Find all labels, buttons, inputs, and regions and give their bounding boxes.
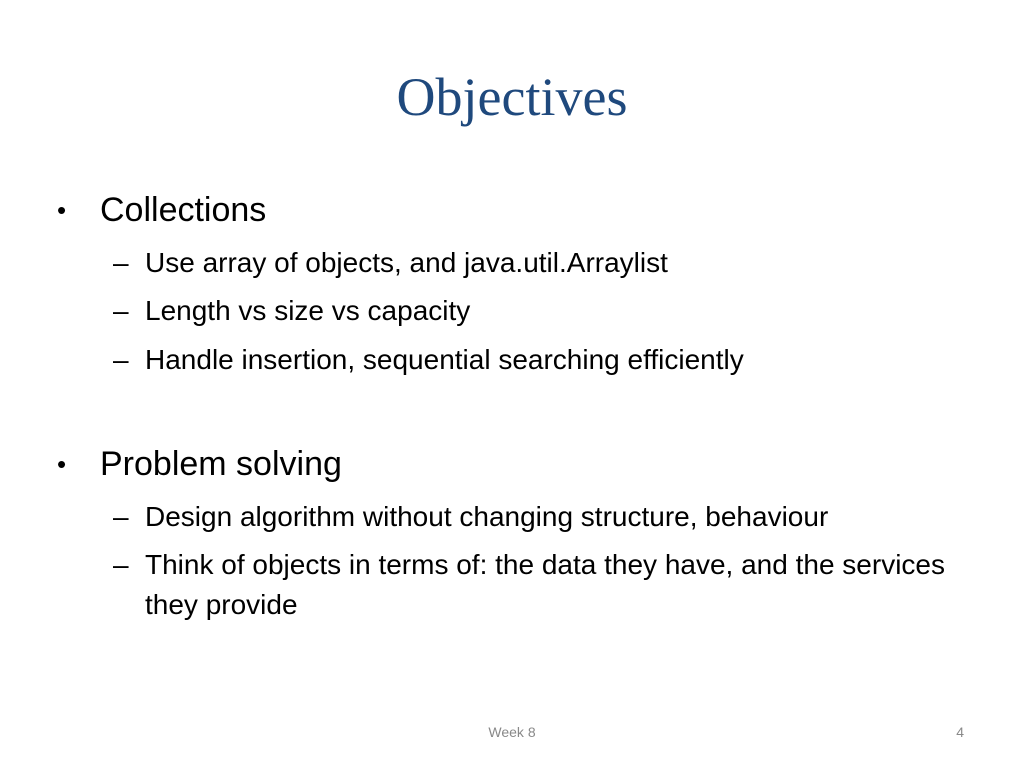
bullet-dot: •	[57, 195, 67, 225]
bullet-label: Collections	[100, 191, 267, 229]
sub-bullet-text: Think of objects in terms of: the data they have, and the services they provide	[145, 549, 945, 620]
sub-bullet-dash: –	[113, 344, 129, 375]
slide-title: Objectives	[396, 67, 628, 127]
bullet-label: Problem solving	[100, 445, 342, 483]
sub-bullet-text: Design algorithm without changing structure, behaviour	[145, 501, 829, 532]
footer-week-label: Week 8	[488, 724, 536, 740]
sub-bullet-dash: –	[113, 549, 129, 580]
sub-bullet-text: Use array of objects, and java.util.Arraylist	[145, 247, 668, 278]
sub-bullet-dash: –	[113, 295, 129, 326]
slide-number: 4	[956, 724, 964, 740]
sub-bullet-dash: –	[113, 247, 129, 278]
sub-bullet-text: Handle insertion, sequential searching efficiently	[145, 344, 744, 375]
bullet-dot: •	[57, 449, 67, 479]
sub-bullet-text: Length vs size vs capacity	[145, 295, 471, 326]
sub-bullet-dash: –	[113, 501, 129, 532]
